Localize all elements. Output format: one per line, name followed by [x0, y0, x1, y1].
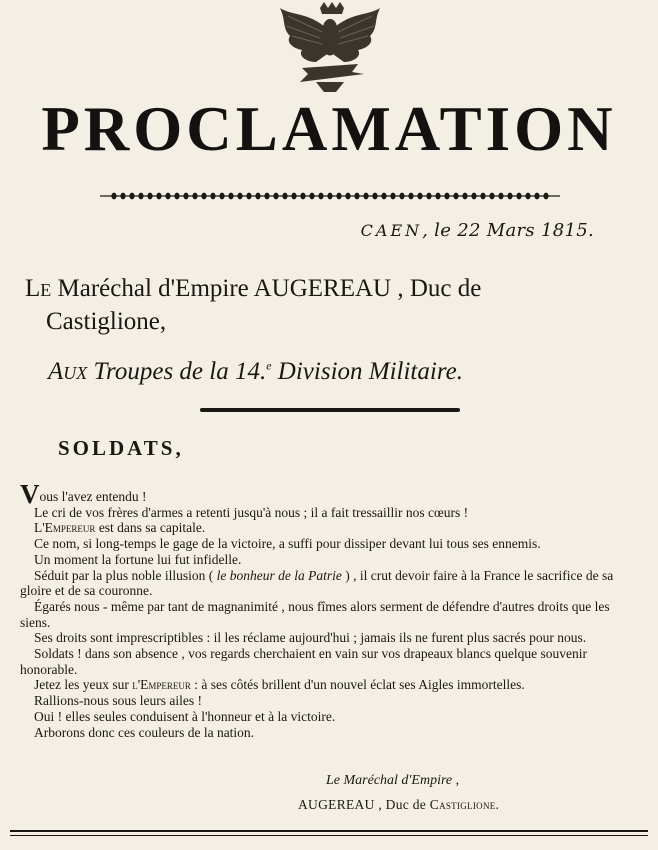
- signature-name: [298, 797, 499, 813]
- paragraph-text: : à ses côtés brillent d'un nouvel éclat ses Aigles immortelles.: [190, 677, 525, 693]
- author-line1: Maréchal d'Empire AUGEREAU , Duc de: [51, 275, 482, 302]
- addressee-prefix: Aux: [48, 358, 88, 385]
- paragraph-text: Égarés nous - même par tant de magnanimité , nous fîmes alors serment de défendre d'autres droits que les siens.: [20, 598, 610, 630]
- author-line2: Castiglione,: [46, 308, 167, 335]
- paragraph-text: Le cri de vos frères d'armes a retenti jusqu'à nous ; il a fait tressaillir nos cœurs !: [34, 504, 469, 520]
- drop-capital: V: [20, 479, 40, 509]
- paragraph-text: Oui ! elles seules conduisent à l'honneur et à la victoire.: [34, 708, 336, 724]
- addressee-suffix: Division Militaire.: [271, 358, 463, 385]
- imperial-eagle-icon: [272, 2, 388, 94]
- paragraph-text: Arborons donc ces couleurs de la nation.: [34, 724, 255, 740]
- body-paragraph: [20, 630, 638, 646]
- ornamental-rule: [100, 188, 560, 204]
- body-paragraph: [20, 677, 638, 693]
- paragraph-text: Soldats ! dans son absence , vos regards cherchaient en vain sur vos drapeaux blancs quelque souvenir honorable.: [20, 646, 587, 677]
- addressee-line: [48, 358, 463, 386]
- signature-rest: , Duc de: [374, 797, 430, 812]
- addressee-main: Troupes de la 14.: [87, 358, 267, 385]
- dateline-date: , le 22 Mars 1815.: [422, 220, 594, 241]
- proclamation-title: PROCLAMATION: [41, 94, 617, 164]
- paragraph-text: ous l'avez entendu !: [39, 489, 147, 504]
- body-paragraph: [20, 693, 638, 709]
- body-paragraph: [20, 568, 638, 599]
- body-paragraph: [20, 709, 638, 725]
- signature-title: Le Maréchal d'Empire ,: [326, 773, 460, 788]
- paragraph-text: Séduit par la plus noble illusion (: [34, 567, 217, 583]
- salutation: SOLDATS,: [58, 436, 184, 460]
- body-paragraph: [20, 599, 638, 630]
- paragraph-text: Ce nom, si long-temps le gage de la victoire, a suffi pour dissiper devant lui tous ses ennemis.: [34, 536, 541, 552]
- body-paragraph: [20, 505, 638, 521]
- paragraph-text: Jetez les yeux sur: [34, 677, 133, 693]
- body-paragraph: [20, 725, 638, 741]
- paragraph-text: le bonheur de la Patrie: [216, 567, 342, 583]
- author-heading: [25, 272, 645, 338]
- section-divider: [200, 408, 460, 412]
- paragraph-text: Un moment la fortune lui fut infidelle.: [34, 551, 242, 567]
- addressee-sup: e: [266, 358, 272, 373]
- proclamation-body: [20, 479, 638, 740]
- paragraph-text: ) , il crut devoir faire à la France le sacrifice de sa gloire et de sa couronne.: [20, 567, 614, 599]
- body-paragraph: [20, 479, 638, 509]
- signature-duchy: Castiglione.: [429, 797, 500, 812]
- body-paragraph: [20, 646, 638, 677]
- paragraph-text: l'Empereur: [132, 677, 191, 693]
- paragraph-text: L'Empereur: [34, 520, 96, 536]
- author-prefix: Le: [25, 275, 52, 302]
- paragraph-text: Ses droits sont imprescriptibles : il les réclame aujourd'hui ; jamais ils ne furent plus sacrés pour nous.: [34, 630, 587, 646]
- dateline-city: CAEN: [360, 221, 423, 240]
- body-paragraph: [20, 536, 638, 552]
- paragraph-text: est dans sa capitale.: [95, 520, 206, 536]
- paragraph-text: Rallions-nous sous leurs ailes !: [34, 693, 202, 709]
- body-paragraph: [20, 520, 638, 536]
- body-paragraph: [20, 552, 638, 568]
- bottom-double-rule: [10, 830, 648, 837]
- signature-surname: AUGEREAU: [298, 797, 375, 812]
- dateline: [361, 220, 594, 241]
